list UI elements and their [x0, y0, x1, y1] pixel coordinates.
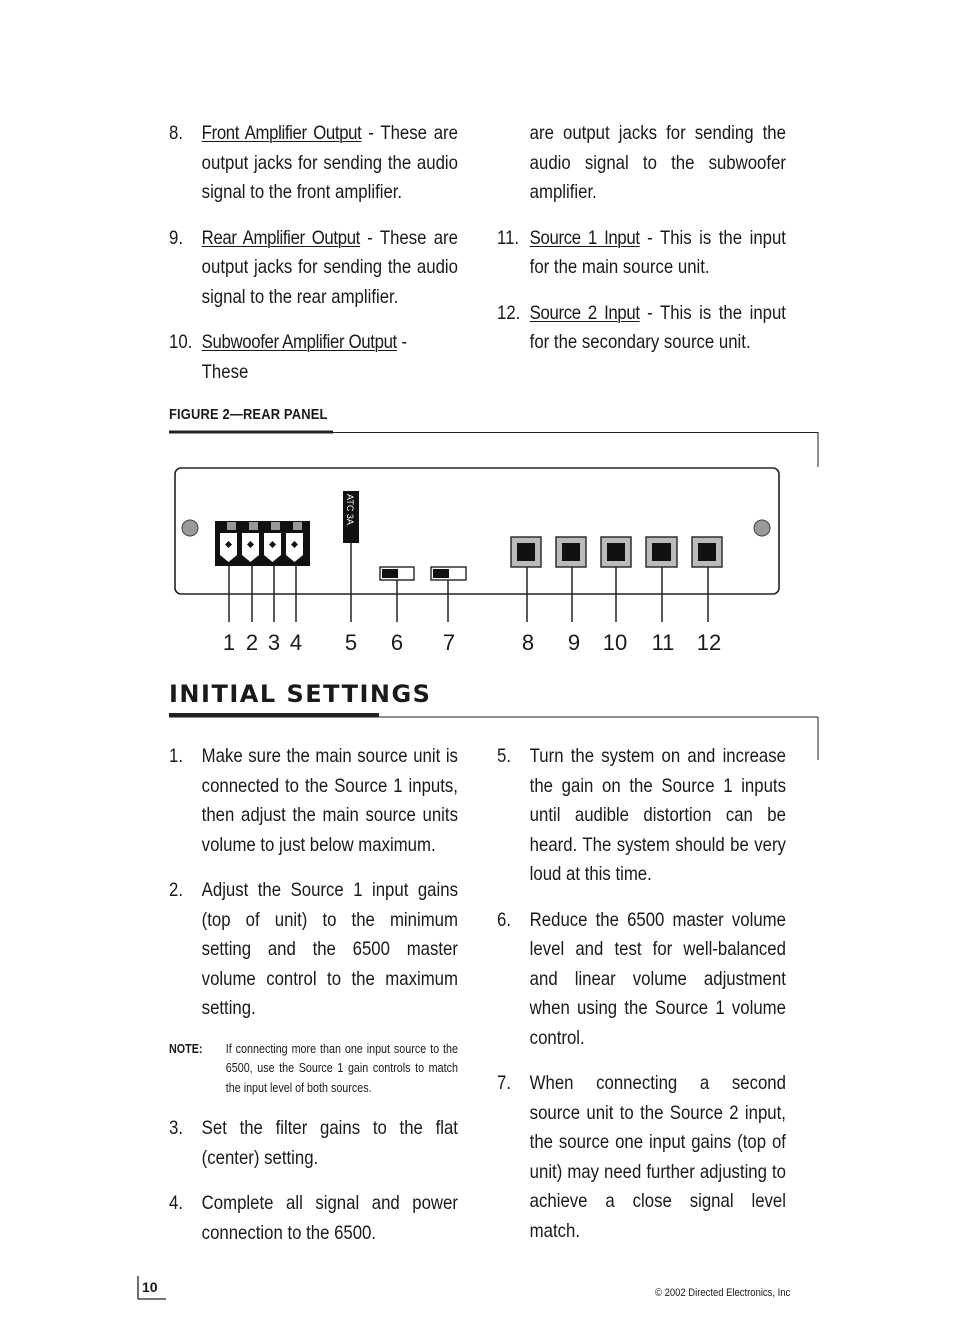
list-item — [497, 742, 786, 890]
page-number: 10 — [142, 1279, 158, 1295]
item-number: 9. — [169, 226, 183, 249]
item-text: - These — [201, 331, 408, 383]
callout-2: 2 — [245, 630, 259, 655]
item-text: Adjust the Source 1 input gains (top of unit) to the minimum setting and the 6500 master volume control to the maximum setting. — [201, 879, 458, 1019]
item-number: 7. — [497, 1072, 511, 1094]
list-item — [497, 1069, 786, 1246]
item-term: Front Amplifier Output — [201, 122, 362, 144]
copyright: © 2002 Directed Electronics, Inc — [655, 1287, 791, 1299]
settings-right-column — [497, 742, 786, 1262]
item-text: - These are output jacks for sending the audio signal to the rear amplifier. — [201, 226, 458, 308]
callout-8: 8 — [521, 630, 535, 655]
list-item — [169, 742, 458, 860]
list-item — [169, 876, 458, 1024]
item-term: Source 1 Input — [529, 226, 640, 249]
item-number: 10. — [169, 331, 193, 353]
callout-5: 5 — [344, 630, 358, 655]
note — [169, 1040, 458, 1099]
item-number: 8. — [169, 122, 183, 144]
item-text: Complete all signal and power connection to the 6500. — [201, 1192, 458, 1244]
note-text: If connecting more than one input source to the 6500, use the Source 1 gain controls to match the input level of both sources. — [225, 1041, 458, 1095]
callout-1: 1 — [222, 630, 236, 655]
callout-9: 9 — [567, 630, 581, 655]
switch-6 — [380, 567, 414, 580]
callout-7: 7 — [442, 630, 456, 655]
callout-4: 4 — [289, 630, 303, 655]
mounting-screw-right — [754, 520, 770, 536]
note-label: NOTE: — [169, 1041, 203, 1056]
fuse-label: ATC 3A — [345, 494, 355, 525]
item-text: When connecting a second source unit to the Source 2 input, the source one input gains (top of unit) may need further adjusting to achieve a close signal level match. — [529, 1072, 786, 1242]
item-number: 3. — [169, 1117, 183, 1139]
item-text: Turn the system on and increase the gain on the Source 1 inputs until audible distortion can be heard. The system should be very loud at this time. — [529, 745, 786, 885]
item-text: Make sure the main source unit is connected to the Source 1 inputs, then adjust the main source units volume to just below maximum. — [201, 745, 458, 856]
callout-11: 11 — [651, 630, 675, 655]
item-number: 6. — [497, 908, 511, 931]
item-term: Subwoofer Amplifier Output — [201, 331, 397, 353]
list-item — [169, 1114, 458, 1173]
item-number: 5. — [497, 745, 511, 767]
callout-12: 12 — [696, 630, 722, 655]
item-text: - This is the input for the secondary source unit. — [529, 301, 786, 353]
item-term: Rear Amplifier Output — [201, 226, 361, 249]
callout-3: 3 — [267, 630, 281, 655]
item-text: - This is the input for the main source unit. — [529, 226, 786, 278]
item-text: Reduce the 6500 master volume level and test for well-balanced and linear volume adjustment when using the Source 1 volume control. — [529, 908, 786, 1049]
item-term: Source 2 Input — [529, 301, 640, 324]
item-number: 2. — [169, 879, 183, 901]
speaker-terminal-block — [215, 521, 310, 566]
settings-left-column — [169, 742, 458, 1264]
list-item — [169, 1189, 458, 1248]
figure-label: FIGURE 2—REAR PANEL — [169, 406, 328, 423]
item-text: Set the filter gains to the flat (center) setting. — [201, 1117, 458, 1169]
item-number: 12. — [497, 301, 521, 324]
item-number: 11. — [497, 226, 520, 249]
item-text: are output jacks for sending the audio signal to the subwoofer amplifier. — [529, 122, 786, 203]
item-number: 4. — [169, 1192, 183, 1214]
list-item — [497, 906, 786, 1054]
switch-7 — [431, 567, 466, 580]
section-title: INITIAL SETTINGS — [169, 680, 432, 708]
mounting-screw-left — [182, 520, 198, 536]
callout-6: 6 — [390, 630, 404, 655]
callout-10: 10 — [602, 630, 628, 655]
item-number: 1. — [169, 745, 183, 767]
item-text: - These are output jacks for sending the audio signal to the front amplifier. — [201, 122, 458, 203]
